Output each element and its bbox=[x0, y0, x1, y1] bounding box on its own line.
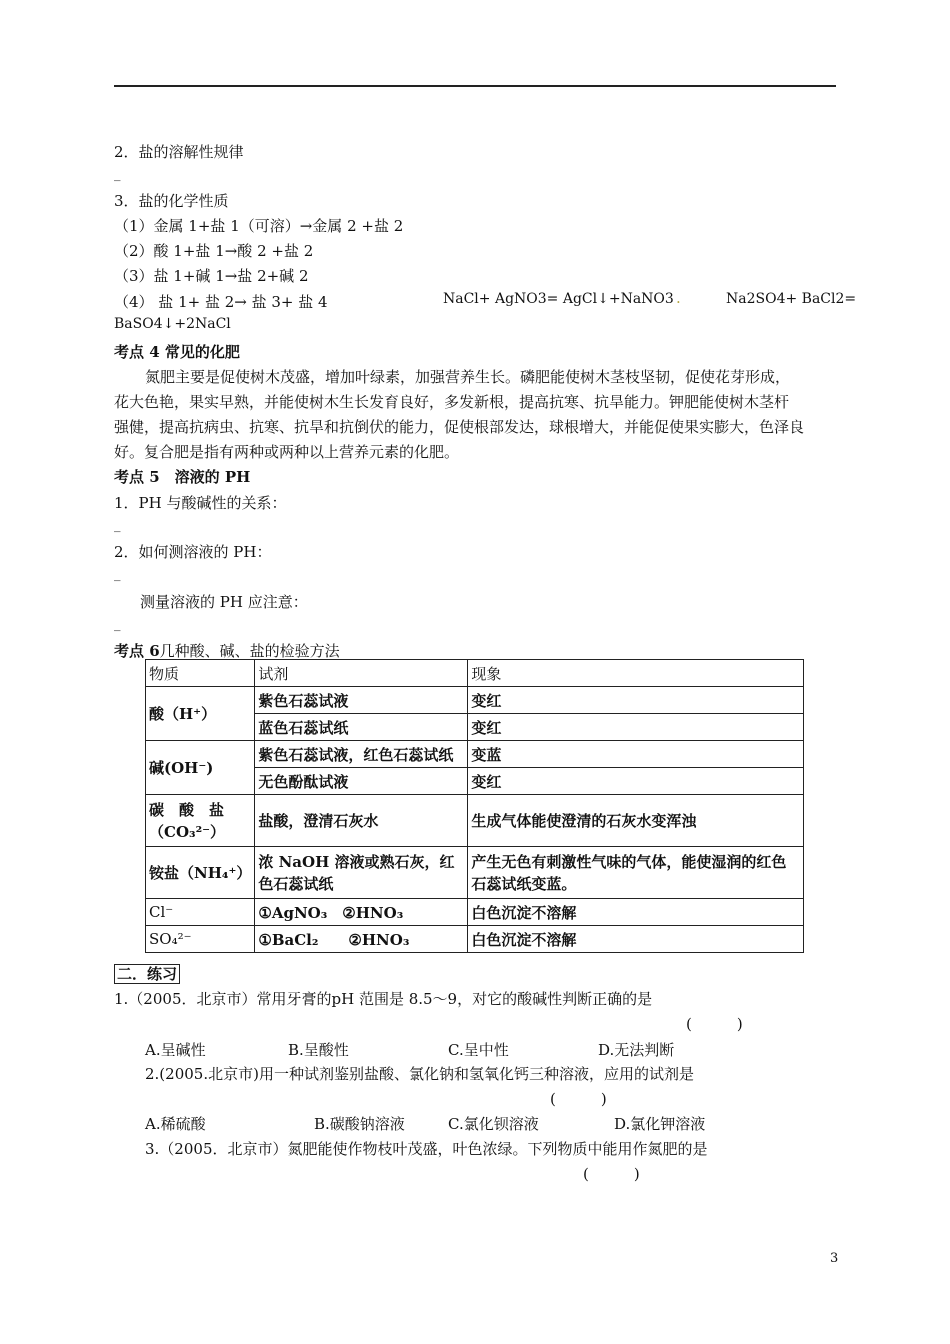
q1-option-b: B.呈酸性 bbox=[288, 1041, 349, 1059]
table-row bbox=[146, 687, 804, 714]
cell-ammonium: 铵盐（NH₄⁺） bbox=[146, 847, 255, 899]
blank-line: _ bbox=[114, 617, 121, 632]
q2-answer-blank: ( ) bbox=[550, 1090, 607, 1108]
cell-carbonate-line-2: （CO₃²⁻） bbox=[149, 822, 226, 841]
kp4-para-line-1: 氮肥主要是促使树木茂盛，增加叶绿素，加强营养生长。磷肥能使树木茎枝坚韧，促使花芽形成， bbox=[145, 368, 791, 386]
q2-option-a: A.稀硫酸 bbox=[145, 1115, 206, 1133]
kp4-para-line-3: 强健，提高抗病虫、抗寒、抗旱和抗倒伏的能力，促使根部发达，球根增大，并能促使果实膨大，色泽良 bbox=[114, 418, 805, 436]
cell-acid-result-2: 变红 bbox=[468, 714, 804, 741]
q1-option-a: A.呈碱性 bbox=[145, 1041, 206, 1059]
q2-option-d: D.氯化钾溶液 bbox=[614, 1115, 706, 1133]
cell-base-reagent-1: 紫色石蕊试液，红色石蕊试纸 bbox=[255, 741, 468, 768]
salt-prop-4: （4） 盐 1+ 盐 2→ 盐 3+ 盐 4 bbox=[114, 293, 328, 311]
kp5-note: 测量溶液的 PH 应注意： bbox=[140, 593, 308, 611]
header-rule bbox=[114, 85, 836, 87]
q1-option-d: D.无法判断 bbox=[598, 1041, 675, 1059]
kp6-title-bold: 考点 6 bbox=[114, 642, 160, 660]
cell-base-result-2: 变红 bbox=[468, 768, 804, 795]
cell-sulfate: SO₄²⁻ bbox=[146, 926, 255, 953]
kp5-q2: 2．如何测溶液的 PH： bbox=[114, 543, 272, 561]
cell-acid: 酸（H⁺） bbox=[146, 687, 255, 741]
cell-acid-result-1: 变红 bbox=[468, 687, 804, 714]
cell-carbonate-reagent: 盐酸，澄清石灰水 bbox=[255, 795, 468, 847]
cell-sulfate-reagent: ①BaCl₂ ②HNO₃ bbox=[255, 926, 468, 953]
cell-carbonate-line-1: 碳 酸 盐 bbox=[149, 800, 225, 819]
salt-prop-2: （2）酸 1+盐 1→酸 2 +盐 2 bbox=[114, 242, 314, 260]
q3-answer-blank: ( ) bbox=[583, 1165, 640, 1183]
q1-option-c: C.呈中性 bbox=[448, 1041, 509, 1059]
cell-base-result-1: 变蓝 bbox=[468, 741, 804, 768]
kp6-title-rest: 几种酸、碱、盐的检验方法 bbox=[159, 642, 340, 660]
equation-na2so4-bacl2: Na2SO4+ BaCl2= bbox=[726, 291, 857, 307]
cell-chloride-result: 白色沉淀不溶解 bbox=[468, 899, 804, 926]
salt-prop-3: （3）盐 1+碱 1→盐 2+碱 2 bbox=[114, 267, 309, 285]
practice-label bbox=[114, 963, 180, 984]
table-header-row bbox=[146, 660, 804, 687]
table-row bbox=[146, 795, 804, 847]
practice-q1: 1.（2005．北京市）常用牙膏的pH 范围是 8.5～9，对它的酸碱性判断正确的是 bbox=[114, 990, 653, 1008]
q1-answer-blank: ( ) bbox=[686, 1015, 743, 1033]
cell-sulfate-result: 白色沉淀不溶解 bbox=[468, 926, 804, 953]
cell-carbonate-result: 生成气体能使澄清的石灰水变浑浊 bbox=[468, 795, 804, 847]
cell-ammonium-reagent: 浓 NaOH 溶液或熟石灰，红色石蕊试纸 bbox=[255, 847, 468, 899]
cell-carbonate bbox=[146, 795, 255, 847]
kp4-para-line-2: 花大色艳，果实早熟，并能使树木生长发育良好，多发新根，提高抗寒、抗旱能力。钾肥能使树木茎杆 bbox=[114, 393, 790, 411]
test-methods-table bbox=[145, 659, 804, 953]
blank-line: _ bbox=[114, 518, 121, 533]
cell-base: 碱(OH⁻) bbox=[146, 741, 255, 795]
practice-q3: 3.（2005．北京市）氮肥能使作物枝叶茂盛，叶色浓绿。下列物质中能用作氮肥的是 bbox=[145, 1140, 708, 1158]
kp4-title: 考点 4 常见的化肥 bbox=[114, 343, 240, 361]
stray-dot: . bbox=[676, 289, 681, 307]
cell-acid-reagent-2: 蓝色石蕊试纸 bbox=[255, 714, 468, 741]
kp4-para-line-4: 好。复合肥是指有两种或两种以上营养元素的化肥。 bbox=[114, 443, 460, 461]
cell-ammonium-result: 产生无色有刺激性气味的气体，能使湿润的红色石蕊试纸变蓝。 bbox=[468, 847, 804, 899]
blank-line: _ bbox=[114, 167, 121, 182]
salt-prop-1: （1）金属 1+盐 1（可溶）→金属 2 +盐 2 bbox=[114, 217, 404, 235]
page-number: 3 bbox=[830, 1251, 839, 1266]
q2-option-c: C.氯化钡溶液 bbox=[448, 1115, 539, 1133]
cell-acid-reagent-1: 紫色石蕊试液 bbox=[255, 687, 468, 714]
header-substance: 物质 bbox=[146, 660, 255, 687]
salt-solubility-heading: 2．盐的溶解性规律 bbox=[114, 143, 244, 161]
practice-q2: 2.(2005.北京市)用一种试剂鉴别盐酸、氯化钠和氢氧化钙三种溶液，应用的试剂是 bbox=[145, 1065, 694, 1083]
table-row bbox=[146, 899, 804, 926]
cell-chloride-reagent: ①AgNO₃ ②HNO₃ bbox=[255, 899, 468, 926]
kp5-q1: 1．PH 与酸碱性的关系： bbox=[114, 494, 287, 512]
kp6-title bbox=[114, 640, 340, 661]
cell-chloride: Cl⁻ bbox=[146, 899, 255, 926]
cell-base-reagent-2: 无色酚酞试液 bbox=[255, 768, 468, 795]
blank-line: _ bbox=[114, 567, 121, 582]
table-row bbox=[146, 847, 804, 899]
salt-chem-props-heading: 3．盐的化学性质 bbox=[114, 192, 229, 210]
header-phenomenon: 现象 bbox=[468, 660, 804, 687]
equation-nacl-agno3: NaCl+ AgNO3= AgCl↓+NaNO3 bbox=[443, 291, 674, 307]
table-row bbox=[146, 741, 804, 768]
q2-option-b: B.碳酸钠溶液 bbox=[314, 1115, 405, 1133]
equation-continuation: BaSO4↓+2NaCl bbox=[114, 316, 231, 332]
table-row bbox=[146, 926, 804, 953]
practice-label-box: 二．练习 bbox=[114, 964, 180, 984]
kp5-title: 考点 5 溶液的 PH bbox=[114, 468, 251, 486]
header-reagent: 试剂 bbox=[255, 660, 468, 687]
